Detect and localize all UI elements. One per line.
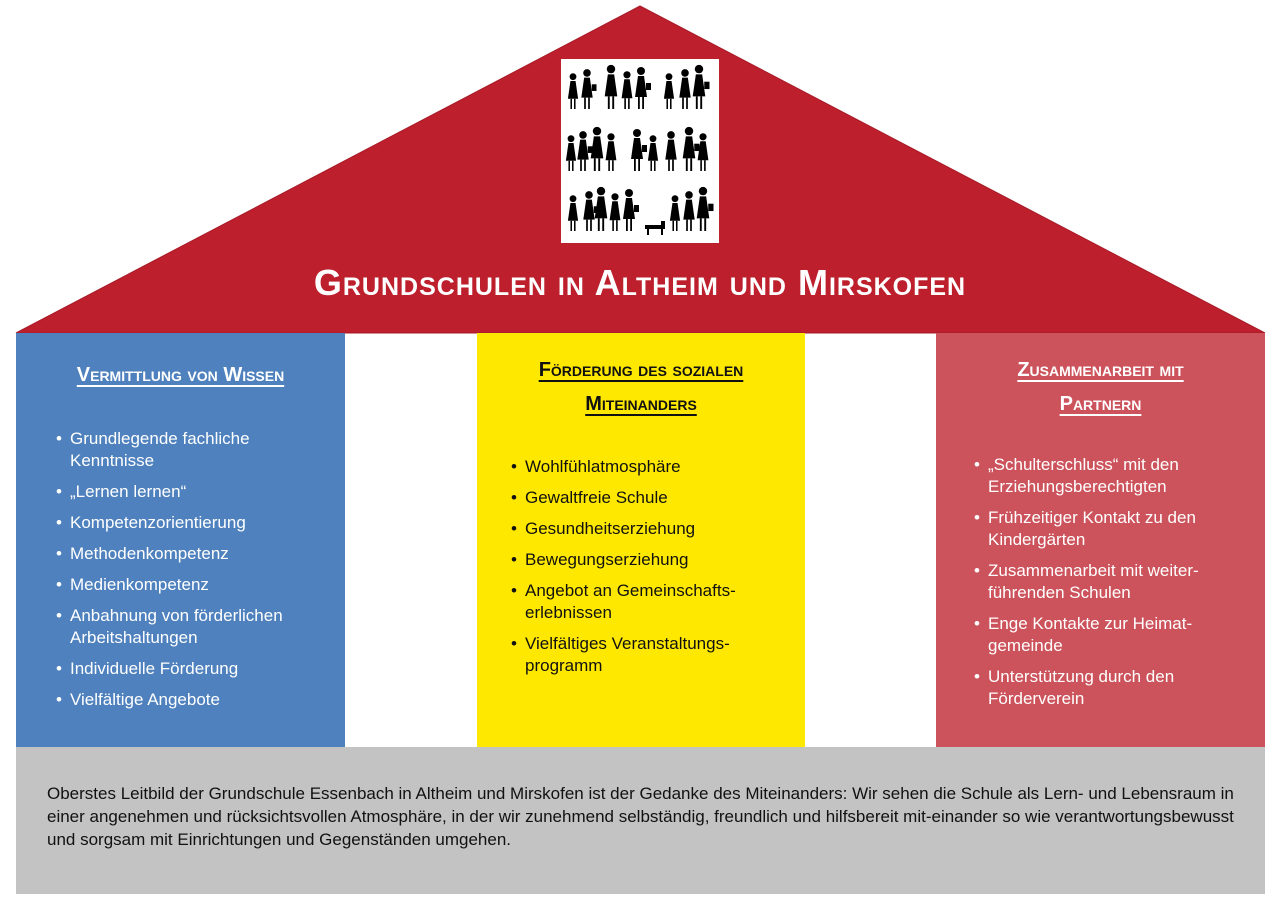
list-item: • Gewaltfreie Schule <box>509 487 794 509</box>
list-item: • Angebot an Gemeinschafts-erlebnissen <box>509 580 765 624</box>
pillar-social <box>477 333 805 747</box>
list-item: • Vielfältiges Veranstaltungs-programm <box>509 633 765 677</box>
list-item: • Frühzeitiger Kontakt zu den Kindergärten <box>972 507 1238 551</box>
school-children-silhouettes-icon <box>561 59 719 243</box>
pillar-knowledge-title: Vermittlung von Wissen <box>76 364 285 386</box>
list-item: • Gesundheitserziehung <box>509 518 794 540</box>
foundation-text: Oberstes Leitbild der Grundschule Essenbach in Altheim und Mirskofen ist der Gedanke des Miteinanders: Wir sehen die Schule als Lern- und Lebensraum in einer angenehmen und rücksichtsvollen Atmosphäre, in der wir zunehmend selbständig, freundlich und hilfsbereit mit-einander so wie verantwortungsbewusst und sorgsam mit Einrichtungen und Gegenständen umgehen. <box>16 747 1265 894</box>
pillar-partners-title: Zusammenarbeit mit Partnern <box>1017 359 1184 415</box>
list-item: • „Schulterschluss“ mit den Erziehungsberechtigten <box>972 454 1218 498</box>
list-item: • Methodenkompetenz <box>54 543 334 565</box>
list-item: • Grundlegende fachliche Kenntnisse <box>54 428 334 472</box>
list-item: • Individuelle Förderung <box>54 658 334 680</box>
list-item: • Unterstützung durch den Förderverein <box>972 666 1218 710</box>
list-item: • Vielfältige Angebote <box>54 689 334 711</box>
list-item: • Wohlfühlatmosphäre <box>509 456 794 478</box>
pillar-partners <box>936 333 1265 747</box>
list-item: • Kompetenzorientierung <box>54 512 334 534</box>
list-item: • „Lernen lernen“ <box>54 481 334 503</box>
list-item: • Bewegungserziehung <box>509 549 794 571</box>
list-item: • Medienkompetenz <box>54 574 334 596</box>
pillar-social-title: Förderung des sozialen Miteinanders <box>538 359 744 415</box>
pillar-knowledge-list <box>54 428 334 720</box>
list-item: • Anbahnung von förderlichen Arbeitshaltungen <box>54 605 334 649</box>
pillar-partners-list <box>972 454 1252 719</box>
pillar-social-list <box>509 456 794 686</box>
pillar-knowledge <box>16 333 345 747</box>
page-title: Grundschulen in Altheim und Mirskofen <box>313 262 967 303</box>
list-item: • Enge Kontakte zur Heimat-gemeinde <box>972 613 1238 657</box>
list-item: • Zusammenarbeit mit weiter-führenden Schulen <box>972 560 1238 604</box>
